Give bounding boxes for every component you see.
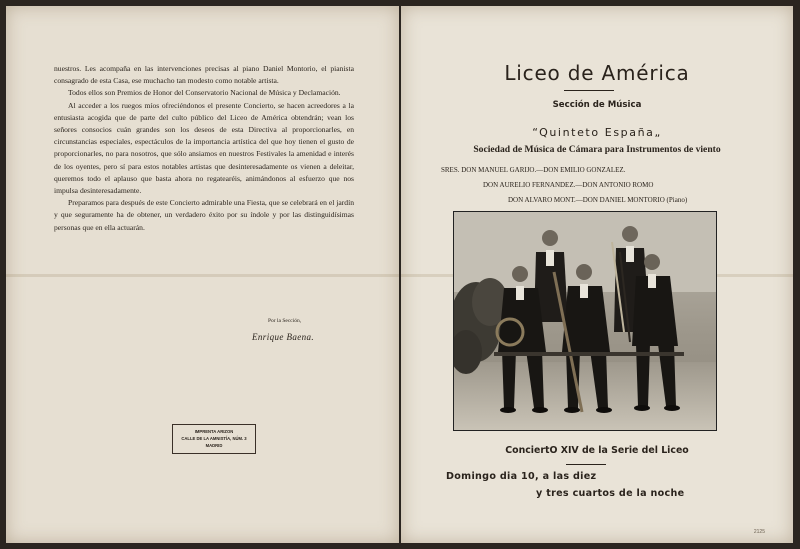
imprint-line: CALLE DE LA AMNISTÍA, NÚM. 3 (181, 436, 247, 441)
photo-illustration (454, 212, 716, 430)
society-name: Sociedad de Música de Cámara para Instrumentos de viento (473, 144, 721, 155)
fold-crease (6, 274, 399, 277)
date-line: Domingo dia 10, a las diez (446, 471, 597, 482)
imprint-line: IMPRENTA ARIZON (194, 429, 234, 434)
member-line: DON AURELIO FERNANDEZ.—DON ANTONIO ROMO (483, 181, 654, 189)
concert-heading: ConciertO XIV de la Serie del Liceo (505, 445, 689, 456)
divider (566, 464, 606, 465)
page-title: Liceo de América (504, 61, 690, 85)
signoff-label: Por la Sección, (268, 318, 302, 324)
paragraph: Preparamos para después de este Concierto admirable una Fiesta, que se celebrará en el jardín y que seguramente ha de obtener, un verdadero éxito por su índole y por las distinguidísimas personas que en ella actuarán. (54, 198, 354, 232)
quintet-photograph (453, 211, 717, 431)
member-line: SRES. DON MANUEL GARIJO.—DON EMILIO GONZALEZ. (441, 166, 626, 174)
ensemble-name: “Quinteto España„ (532, 126, 662, 139)
divider (564, 90, 614, 91)
printer-imprint (172, 424, 256, 454)
catalog-mark: 2125 (753, 529, 765, 535)
signature: Enrique Baena. (252, 332, 315, 342)
paragraph: Todos ellos son Premios de Honor del Conservatorio Nacional de Música y Declamación. (68, 88, 341, 98)
paragraph: nuestros. Les acompaña en las intervenciones precisas al piano Daniel Montorio, el pianista consagrado de esta Casa, ese muchacho tan modesto como notable artista. (54, 64, 354, 86)
imprint-line: MADRID (205, 443, 223, 448)
left-page (6, 6, 399, 543)
date-line: y tres cuartos de la noche (536, 488, 685, 499)
member-line: DON ALVARO MONT.—DON DANIEL MONTORIO (Piano) (508, 196, 688, 204)
letter-body (54, 63, 354, 234)
section-heading: Sección de Música (552, 100, 642, 110)
paragraph: Al acceder a los ruegos míos ofreciéndonos el presente Concierto, se hacen acreedores a la entusiasta acogida que de parte del culto público del Liceo de América obtendrán; vean los señores consocios cuán grandes son los deseos de esta Directiva al proporcionarles, en circunstancias especiales, espectáculos de la importancia artística del que hoy tienen el gusto de proporcionarles, no para nosotros, que sólo ansiamos en nuestros Festivales la amenidad e interés de los oyentes, pero sí para estos notables artistas que desinteresadamente os vienen a deleitar, queremos todo el aplauso que basta ahora no regatearéis, animándonos al esfuerzo que nos impulsa desinteresadamente. (54, 100, 354, 196)
